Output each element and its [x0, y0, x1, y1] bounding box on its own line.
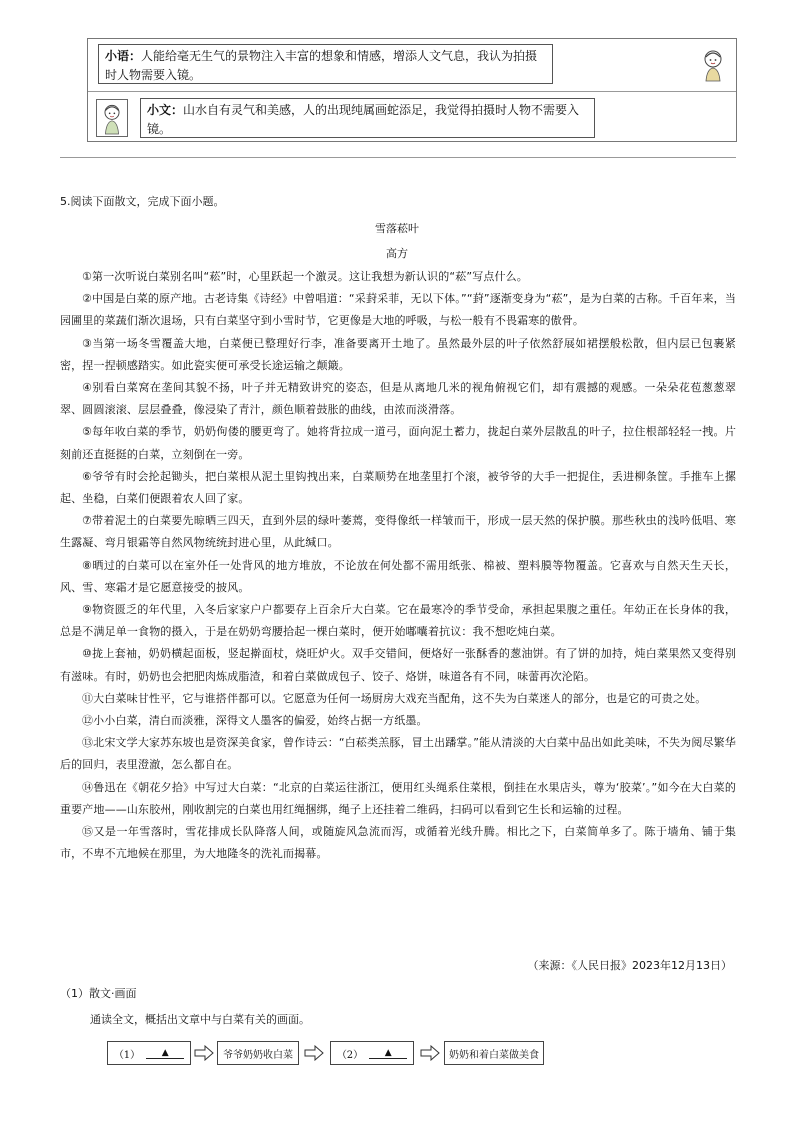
- boy-avatar-icon: [96, 99, 128, 137]
- speaker-xiaowen: 小文：: [147, 103, 184, 117]
- subquestion-label: （1）散文·画面: [60, 987, 137, 1000]
- flow-box-1: [107, 1041, 191, 1065]
- essay-author: 高方: [386, 247, 408, 260]
- answer-blank-1[interactable]: ▲: [146, 1048, 184, 1059]
- speaker-xiaoyu: 小语：: [105, 49, 142, 63]
- flow-label-1: （1）: [113, 1049, 141, 1061]
- essay-paragraph: ⑮又是一年雪落时，雪花排成长队降落人间，或随旋风急流而泻，或循着光线升腾。相比之下，白菜简单多了。陈于墙角、铺于集市，不卑不亢地候在那里，为大地隆冬的洗礼而揭幕。: [60, 825, 736, 861]
- frame-divider: [88, 91, 736, 92]
- speech-bubble-xiaoyu: [98, 44, 553, 84]
- essay-paragraph: ⑨物资匮乏的年代里，入冬后家家户户都要存上百余斤大白菜。它在最寒冷的季节受命，承担起果腹之重任。年幼正在长身体的我，总是不满足单一食物的摄入，于是在奶奶弯腰拾起一棵白菜时，便开始嘟囔着抗议：我不想吃炖白菜。: [60, 603, 736, 639]
- speech-bubble-xiaowen: [140, 98, 595, 138]
- essay-source: （来源：《人民日报》2023年12月13日）: [527, 959, 732, 972]
- flow-box-3: [330, 1041, 414, 1065]
- essay-title: 雪落菘叶: [375, 222, 419, 235]
- flow-box-2: 爷爷奶奶收白菜: [217, 1041, 299, 1065]
- subquestion-instruction: 通读全文，概括出文章中与白菜有关的画面。: [90, 1013, 310, 1026]
- essay-paragraph: ⑬北宋文学大家苏东坡也是资深美食家，曾作诗云：“白菘类羔豚，冒土出蹯掌。”能从清淡的大白菜中品出如此美味，不失为阅尽繁华后的回归，表里澄澈，怎么都自在。: [60, 736, 736, 772]
- essay-paragraph: ⑤每年收白菜的季节，奶奶佝偻的腰更弯了。她将背拉成一道弓，面向泥土蓄力，拢起白菜外层散乱的叶子，拉住根部轻轻一拽。片刻前还直挺挺的白菜，立刻倒在一旁。: [60, 425, 736, 461]
- essay-paragraph: ③当第一场冬雪覆盖大地，白菜便已整理好行李，准备要离开土地了。虽然最外层的叶子依然舒展如裙摆般松散，但内层已包裹紧密，捏一捏顿感踏实。如此瓷实便可承受长途运输之颠簸。: [60, 336, 736, 372]
- flow-box-4: 奶奶和着白菜做美食: [444, 1041, 544, 1065]
- essay-paragraph: ⑪大白菜味甘性平，它与谁搭伴都可以。它愿意为任何一场厨房大戏充当配角，这不失为白菜迷人的部分，也是它的可贵之处。: [82, 691, 707, 705]
- flow-label-3: （2）: [336, 1049, 364, 1061]
- arrow-right-icon: [194, 1045, 214, 1061]
- speech-text-xiaoyu: 人能给毫无生气的景物注入丰富的想象和情感，增添人文气息，我认为拍摄时人物需要入镜。: [105, 49, 538, 82]
- essay-body: [60, 266, 736, 865]
- speech-text-xiaowen: 山水自有灵气和美感，人的出现纯属画蛇添足，我觉得拍摄时人物不需要入镜。: [147, 103, 580, 136]
- arrow-right-icon: [420, 1045, 440, 1061]
- essay-paragraph: ②中国是白菜的原产地。古老诗集《诗经》中曾唱道：“采葑采菲，无以下体。”“葑”逐渐变身为“菘”，是为白菜的古称。千百年来，当园圃里的菜蔬们渐次退场，只有白菜坚守到小雪时节，它更像是大地的呼吸，与松一般有不畏霜寒的傲骨。: [60, 292, 736, 328]
- essay-paragraph: ⑩拢上套袖，奶奶横起面板，竖起擀面杖，烧旺炉火。双手交错间，便烙好一张酥香的葱油饼。有了饼的加持，炖白菜果然又变得别有滋味。有时，奶奶也会把肥肉炼成脂渣，和着白菜做成包子、饺子、烙饼，味道各有不同，味蕾再次沦陷。: [60, 647, 736, 683]
- essay-paragraph: ⑫小小白菜，清白而淡雅，深得文人墨客的偏爱，始终占据一方纸墨。: [82, 714, 428, 728]
- answer-blank-2[interactable]: ▲: [369, 1048, 407, 1059]
- essay-paragraph: ⑥爷爷有时会抡起锄头，把白菜根从泥土里钩拽出来，白菜顺势在地垄里打个滚，被爷爷的大手一把捉住，丢进柳条筐。手推车上摞起、坐稳，白菜们便跟着农人回了家。: [60, 469, 736, 506]
- essay-paragraph: ⑭鲁迅在《朝花夕拾》中写过大白菜：“北京的白菜运往浙江，便用红头绳系住菜根，倒挂在水果店头，尊为‘胶菜’。”如今在大白菜的重要产地——山东胶州，刚收割完的白菜也用红绳捆绑，绳子上还挂着二维码，扫码可以看到它生长和运输的过程。: [60, 780, 736, 816]
- essay-paragraph: ①第一次听说白菜别名叫“菘”时，心里跃起一个激灵。这让我想为新认识的“菘”写点什么。: [82, 270, 528, 283]
- arrow-right-icon: [304, 1045, 324, 1061]
- essay-paragraph: ⑦带着泥土的白菜要先晾晒三四天，直到外层的绿叶萎蔫，变得像纸一样皱而干，形成一层天然的保护膜。那些秋虫的浅吟低唱、寒生露凝、弯月银霜等自然风物统统封进心里，从此缄口。: [60, 514, 736, 550]
- question-title: 5.阅读下面散文，完成下面小题。: [60, 195, 225, 208]
- section-divider: [60, 157, 736, 158]
- essay-paragraph: ④别看白菜窝在垄间其貌不扬，叶子并无精致讲究的姿态，但是从离地几米的视角俯视它们，却有震撼的观感。一朵朵花苞葱葱翠翠、圆圆滚滚、层层叠叠，像浸染了青汁，颜色顺着鼓胀的曲线，由浓而淡滑落。: [60, 381, 736, 417]
- dialogue-frame: [87, 38, 737, 142]
- essay-paragraph: ⑧晒过的白菜可以在室外任一处背风的地方堆放，不论放在何处都不需用纸张、棉被、塑料膜等物覆盖。它喜欢与自然天生天长，风、雪、寒霜才是它愿意接受的披风。: [60, 558, 736, 594]
- girl-avatar-icon: [700, 47, 726, 83]
